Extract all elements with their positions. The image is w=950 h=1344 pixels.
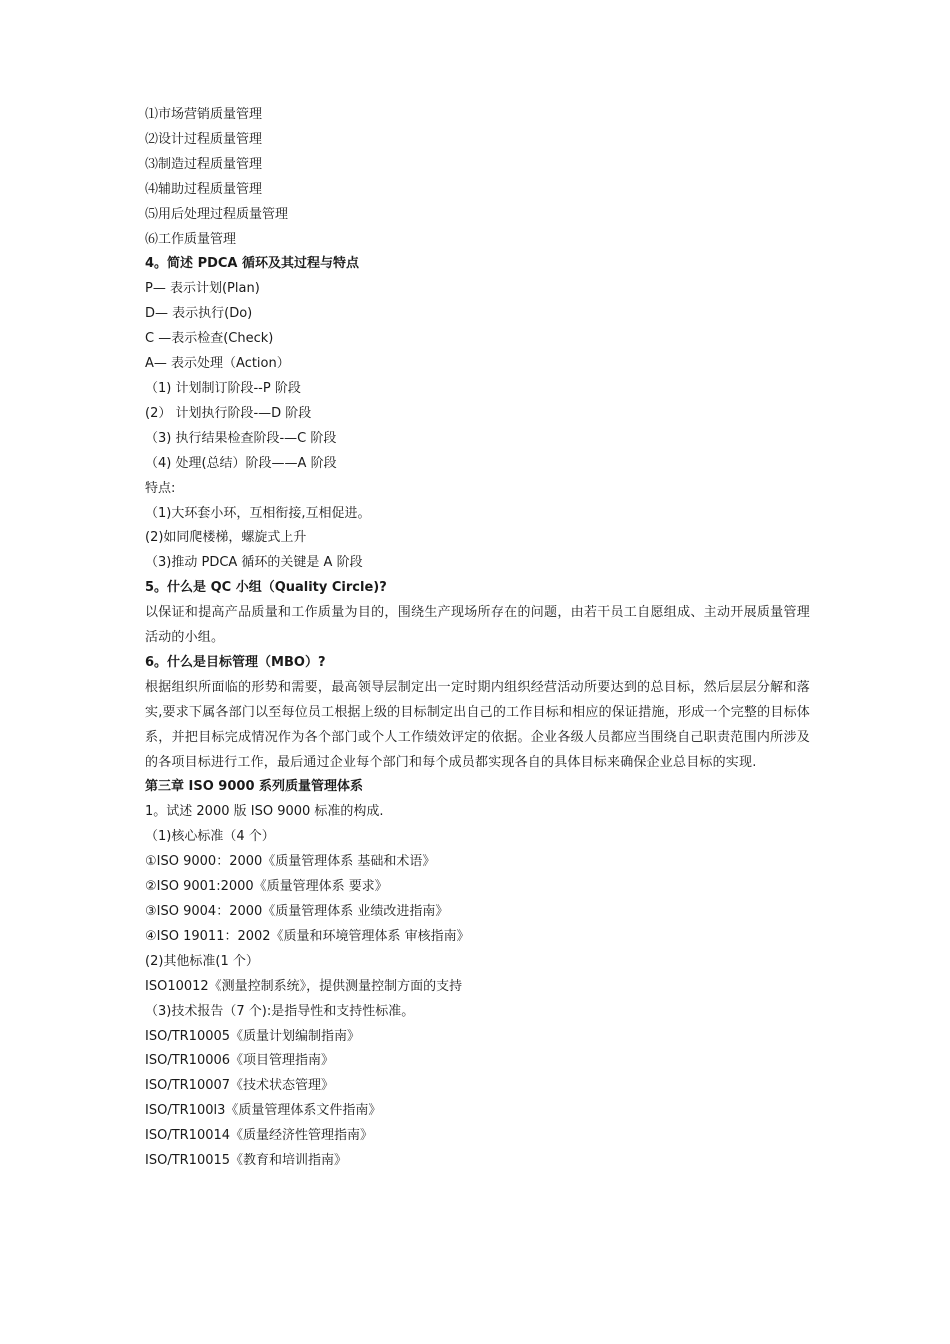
chapter-3-line: 1。试述 2000 版 ISO 9000 标准的构成. [145,804,384,820]
list-item: ⑹工作质量管理 [145,231,237,247]
pdca-line: （3) 执行结果检查阶段-—C 阶段 [145,430,337,446]
list-item: ⑶制造过程质量管理 [145,156,263,172]
pdca-line: (2)如同爬楼梯，螺旋式上升 [145,530,307,546]
pdca-line: D— 表示执行(Do) [145,306,253,322]
chapter-3-line: （1)核心标准（4 个） [145,829,275,845]
chapter-3-line: ISO10012《测量控制系统》，提供测量控制方面的支持 [145,978,463,994]
list-item: ⑵设计过程质量管理 [145,131,263,147]
list-item: ⑴市场营销质量管理 [145,107,263,122]
list-item: ⑷辅助过程质量管理 [145,181,263,197]
chapter-3-line: ④ISO 19011：2002《质量和环境管理体系 审核指南》 [145,928,470,944]
question-6-heading: 6。什么是目标管理（MBO）? [145,654,326,670]
pdca-line: （1)大环套小环，互相衔接,互相促进。 [145,505,371,521]
chapter-3-line: ISO/TR100l3《质量管理体系文件指南》 [145,1103,382,1119]
pdca-line: P— 表示计划(Plan) [145,281,260,297]
pdca-line: （4) 处理(总结）阶段——A 阶段 [145,455,337,471]
pdca-line: （1) 计划制订阶段--P 阶段 [145,380,301,396]
chapter-3-heading: 第三章 ISO 9000 系列质量管理体系 [145,779,364,795]
question-5-heading: 5。什么是 QC 小组（Quality Circle)? [145,580,387,596]
list-item: ⑸用后处理过程质量管理 [145,206,289,222]
pdca-line: C —表示检查(Check) [145,331,274,347]
chapter-3-line: （3)技术报告（7 个):是指导性和支持性标准。 [145,1003,415,1019]
document-page [145,103,810,1174]
chapter-3-line: ISO/TR10014《质量经济性管理指南》 [145,1128,374,1144]
chapter-3-line: ③ISO 9004：2000《质量管理体系 业绩改进指南》 [145,904,449,919]
chapter-3-line: ②ISO 9001:2000《质量管理体系 要求》 [145,879,388,895]
question-6-paragraph: 根据组织所面临的形势和需要，最高领导层制定出一定时期内组织经营活动所要达到的总目标，然后层层分解和落实,要求下属各部门以至每位员工根据上级的目标制定出自己的工作目标和相应的保证措施，形成一个完整的目标体系，并把目标完成情况作为各个部门或个人工作绩效评定的依据。企业各级人员都应当围绕自己职责范围内所涉及的各项目标进行工作，最后通过企业每个部门和每个成员都实现各自的具体目标来确保企业总目标的实现. [145,679,810,770]
chapter-3-line: ISO/TR10006《项目管理指南》 [145,1053,335,1069]
pdca-line: A— 表示处理（Action） [145,356,290,372]
chapter-3-line: ISO/TR10005《质量计划编制指南》 [145,1028,361,1044]
pdca-line: （3)推动 PDCA 循环的关键是 A 阶段 [145,555,363,571]
pdca-line: (2） 计划执行阶段-—D 阶段 [145,405,312,421]
chapter-3-line: ISO/TR10015《教育和培训指南》 [145,1153,348,1169]
question-4-heading: 4。简述 PDCA 循环及其过程与特点 [145,256,360,272]
question-5-paragraph: 以保证和提高产品质量和工作质量为目的，围绕生产现场所存在的问题，由若干员工自愿组成、主动开展质量管理活动的小组。 [145,605,810,646]
chapter-3-line: (2)其他标准(1 个） [145,953,259,969]
chapter-3-line: ISO/TR10007《技术状态管理》 [145,1078,335,1094]
chapter-3-line: ①ISO 9000：2000《质量管理体系 基础和术语》 [145,854,436,870]
pdca-line: 特点: [145,480,176,496]
